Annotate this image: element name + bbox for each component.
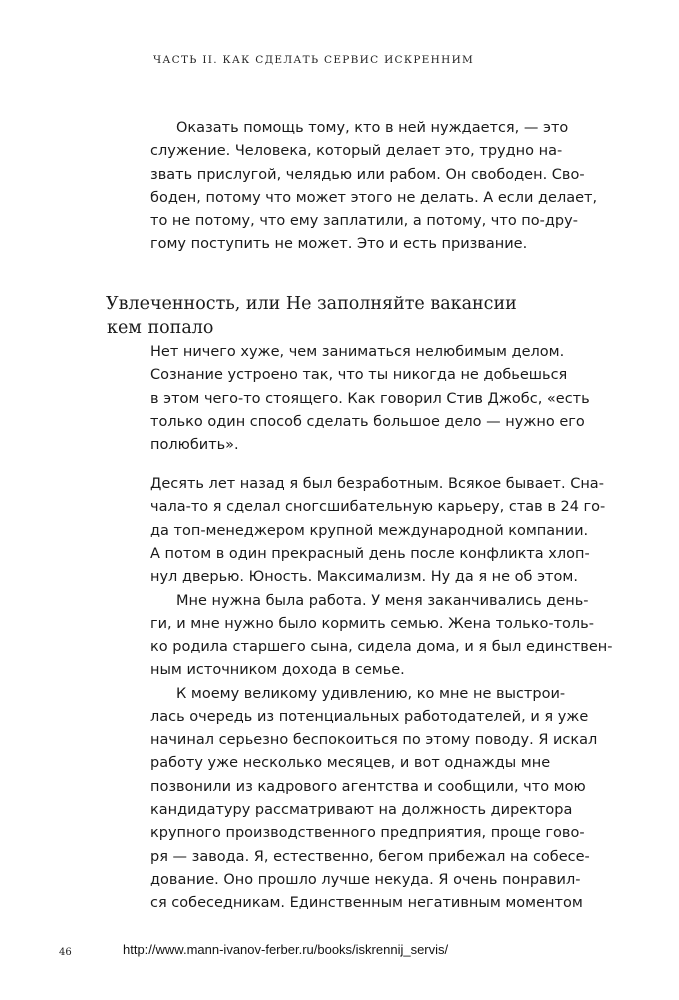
text-line: Оказать помощь тому, кто в ней нуждается, — это (176, 120, 569, 136)
text-line: кандидатуру рассматривают на должность директора (150, 801, 573, 818)
section-heading (106, 292, 606, 340)
text-line: ря — завода. Я, естественно, бегом прибежал на собесе- (150, 848, 590, 865)
paragraph-unemployed (150, 473, 610, 589)
text-line: крупного производственного предприятия, проще гово- (150, 825, 585, 842)
text-line: Нет ничего хуже, чем заниматься нелюбимым делом. (150, 344, 565, 360)
running-head: ЧАСТЬ II. КАК СДЕЛАТЬ СЕРВИС ИСКРЕННИМ (153, 54, 475, 66)
text-line: то не потому, что ему заплатили, а потому, что по-дру- (150, 213, 578, 230)
text-line: полюбить». (150, 437, 239, 454)
footer-url-link[interactable]: http://www.mann-ivanov-ferber.ru/books/iskrennij_servis/ (123, 942, 449, 957)
heading-line: кем попало (107, 318, 214, 338)
text-line: А потом в один прекрасный день после конфликта хлоп- (150, 545, 590, 562)
paragraph-calling (150, 117, 610, 257)
text-line: Десять лет назад я был безработным. Всякое бывает. Сна- (150, 476, 604, 492)
text-line: ным источником дохода в семье. (150, 662, 405, 679)
text-line: ги, и мне нужно было кормить семью. Жена только-толь- (150, 615, 594, 632)
text-line: нул дверью. Юность. Максимализм. Ну да я не об этом. (150, 569, 578, 586)
text-line: гому поступить не может. Это и есть призвание. (150, 236, 528, 253)
text-line: служение. Человека, который делает это, трудно на- (150, 143, 563, 160)
text-line: дование. Оно прошло лучше некуда. Я очень понравил- (150, 871, 581, 888)
text-line: ко родила старшего сына, сидела дома, и я был единствен- (150, 639, 613, 656)
text-line: чала-то я сделал сногсшибательную карьеру, став в 24 го- (150, 499, 606, 516)
text-line: позвонили из кадрового агентства и сообщили, что мою (150, 778, 586, 795)
text-line: начинал серьезно беспокоиться по этому поводу. Я искал (150, 732, 598, 749)
text-line: только один способ сделать большое дело — нужно его (150, 413, 585, 430)
paragraph-need-job (150, 590, 613, 683)
text-line: ся собеседникам. Единственным негативным моментом (150, 895, 583, 912)
text-line: звать прислугой, челядью или рабом. Он свободен. Сво- (150, 166, 585, 183)
text-line: работу уже несколько месяцев, и вот однажды мне (150, 755, 551, 772)
text-line: Сознание устроено так, что ты никогда не добьешься (150, 367, 568, 384)
text-line: Мне нужна была работа. У меня заканчивались день- (176, 592, 589, 609)
heading-line: Увлеченность, или Не заполняйте вакансии (106, 294, 517, 314)
text-line: лась очередь из потенциальных работодателей, и я уже (150, 708, 589, 725)
paragraph-interview (150, 683, 610, 916)
page-number: 46 (59, 947, 72, 958)
text-line: да топ-менеджером крупной международной компании. (150, 522, 589, 539)
text-line: К моему великому удивлению, ко мне не выстрои- (176, 685, 566, 702)
text-line: боден, потому что может этого не делать. А если делает, (150, 189, 598, 206)
epigraph (150, 341, 610, 457)
text-line: в этом чего-то стоящего. Как говорил Стив Джобс, «есть (150, 390, 590, 407)
